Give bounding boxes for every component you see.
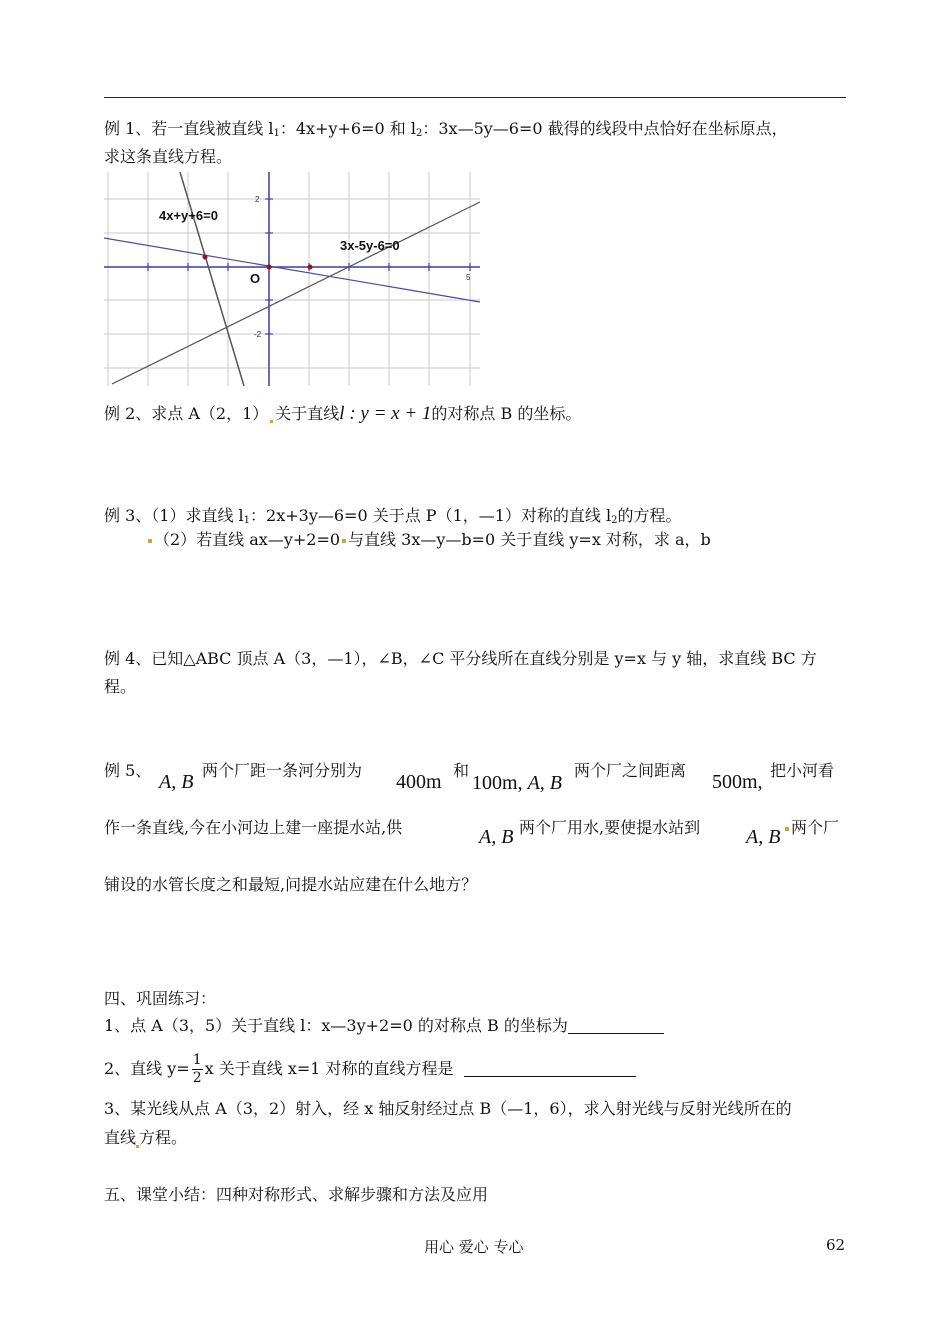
- example-5-distance-2: 100m, A, B: [472, 772, 562, 794]
- exercise-1: 1、点 A（3，5）关于直线 l：x—3y+2=0 的对称点 B 的坐标为: [104, 1015, 664, 1037]
- example-2: 例 2、求点 A（2，1） 关于直线l : y = x + 1的对称点 B 的坐标。: [104, 403, 582, 424]
- example-5-distance-1: 400m: [396, 771, 442, 793]
- coordinate-graph: [104, 172, 480, 386]
- example-5-label: 例 5、: [104, 761, 152, 780]
- line-answer: [104, 238, 480, 302]
- tick-label-x-right: 5: [466, 273, 471, 282]
- example-5-ab-1: A, B: [159, 771, 194, 793]
- fraction-one-half: $\frac{1}{2}$: [192, 1052, 202, 1086]
- example-1-line-2: 求这条直线方程。: [104, 147, 233, 166]
- example-5-distance-3: 500m,: [712, 771, 763, 793]
- example-5-text-4: 把小河看: [770, 761, 835, 780]
- example-3-part-2: （2）若直线 ax—y+2=0 与直线 3x—y—b=0 关于直线 y=x 对称，求 a，b: [146, 529, 711, 551]
- exercise-2-answer-blank[interactable]: [464, 1060, 636, 1077]
- page-number: 62: [826, 1236, 846, 1254]
- section-5-title: 五、课堂小结：四种对称形式、求解步骤和方法及应用: [104, 1185, 489, 1204]
- example-3-part-1: 例 3、（1）求直线 $l_1$：2x+3y—6=0 关于点 P（1，—1）对称的直线 $l_2$的方程。: [104, 506, 682, 526]
- point-on-l1: [203, 255, 208, 260]
- tick-label-y-bottom: -2: [254, 330, 262, 339]
- example-4-line-2: 程。: [104, 677, 137, 696]
- header-rule: [104, 97, 846, 98]
- point-origin: [267, 265, 272, 270]
- label-l1: 4x+y+6=0: [159, 208, 218, 223]
- example-5-text-6: 两个厂用水,要使提水站到: [519, 818, 701, 837]
- graph-grid: [104, 172, 480, 386]
- exercise-2: 2、直线 y= $\frac{1}{2}$ x 关于直线 x=1 对称的直线方程是: [104, 1052, 636, 1087]
- example-5-text-1: 两个厂距一条河分别为: [202, 761, 363, 780]
- exercise-1-answer-blank[interactable]: [568, 1017, 664, 1034]
- footer-motto: 用心 爱心 专心: [424, 1238, 524, 1256]
- point-on-l2: [308, 265, 313, 270]
- exercise-3-line-1: 3、某光线从点 A（3，2）射入，经 x 轴反射经过点 B（—1，6），求入射光线与反射光线所在的: [104, 1099, 792, 1118]
- example-5-text-3: 两个厂之间距离: [574, 761, 687, 780]
- example-5-text-7: 两个厂: [785, 817, 839, 839]
- example-5-text-5: 作一条直线,今在小河边上建一座提水站,供: [104, 818, 403, 837]
- line-l1: [180, 172, 244, 386]
- example-5-ab-3: A, B: [479, 826, 514, 848]
- example-5-text-2: 和: [453, 761, 470, 780]
- label-l2: 3x-5y-6=0: [340, 238, 400, 253]
- example-1-line-1: 例 1、若一直线被直线 $l_1$：4x+y+6=0 和 $l_2$：3x—5y—6=0 截得的线段中点恰好在坐标原点，: [104, 119, 788, 139]
- exercise-3-line-2: 直线 方程。: [104, 1128, 188, 1147]
- example-5-ab-4: A, B: [746, 826, 781, 848]
- example-4-line-1: 例 4、已知△ABC 顶点 A（3，—1），∠B，∠C 平分线所在直线分别是 y=x 与 y 轴，求直线 BC 方: [104, 649, 817, 668]
- origin-label: O: [250, 271, 261, 286]
- example-5-line-3: 铺设的水管长度之和最短,问提水站应建在什么地方？: [104, 875, 478, 894]
- section-4-title: 四、巩固练习：: [104, 989, 217, 1008]
- tick-label-y-top: 2: [255, 195, 260, 204]
